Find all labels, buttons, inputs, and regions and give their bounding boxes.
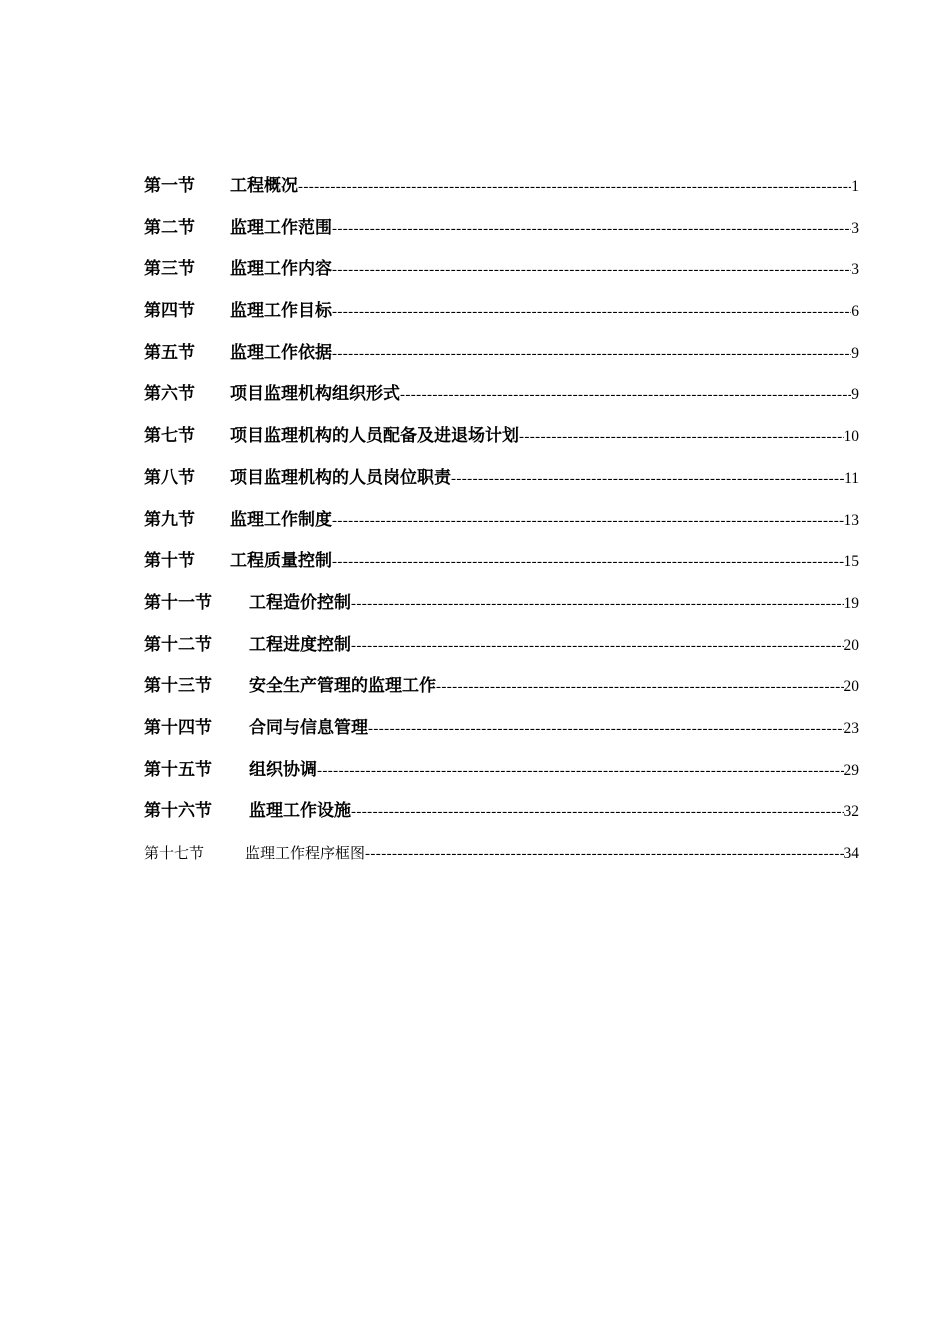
toc-section-title: 项目监理机构的人员配备及进退场计划 — [230, 426, 519, 447]
toc-section-number: 第一节 — [144, 176, 195, 196]
toc-section-number: 第四节 — [144, 301, 195, 322]
toc-section-number: 第十节 — [144, 551, 195, 572]
toc-page-number: 6 — [851, 303, 859, 321]
toc-dot-leader — [332, 209, 851, 251]
toc-section-title: 合同与信息管理 — [249, 717, 368, 738]
toc-section-number: 第十七节 — [144, 844, 205, 862]
toc-section-number: 第十四节 — [144, 717, 212, 738]
toc-section-title: 项目监理机构组织形式 — [230, 384, 400, 405]
toc-dot-leader — [400, 375, 851, 417]
toc-section-title: 组织协调 — [249, 759, 317, 780]
toc-page-number: 9 — [851, 386, 859, 404]
toc-section-title: 工程进度控制 — [249, 634, 351, 655]
toc-dot-leader — [332, 542, 844, 584]
toc-page-number: 32 — [843, 803, 859, 821]
toc-entry[interactable] — [144, 666, 859, 708]
toc-section-number: 第十二节 — [144, 634, 212, 655]
toc-section-number: 第十一节 — [144, 592, 212, 613]
toc-page-number: 29 — [843, 761, 859, 779]
toc-dot-leader — [519, 417, 844, 459]
toc-entry[interactable] — [144, 166, 859, 208]
toc-page-number: 3 — [851, 261, 859, 279]
toc-section-title: 工程概况 — [230, 176, 298, 196]
toc-entry[interactable] — [144, 791, 859, 833]
toc-entry[interactable] — [144, 833, 859, 875]
toc-page-number: 20 — [843, 636, 859, 654]
toc-dot-leader — [365, 834, 843, 876]
toc-section-title: 项目监理机构的人员岗位职责 — [230, 467, 451, 488]
toc-section-title: 安全生产管理的监理工作 — [249, 676, 436, 697]
toc-dot-leader — [298, 167, 851, 209]
toc-page-number: 34 — [843, 845, 859, 862]
toc-section-title: 工程造价控制 — [249, 592, 351, 613]
toc-dot-leader — [351, 792, 844, 834]
toc-page-number: 15 — [843, 553, 859, 571]
toc-section-number: 第二节 — [144, 217, 195, 238]
toc-entry[interactable] — [144, 458, 859, 500]
toc-page-number: 13 — [843, 511, 859, 529]
toc-section-title: 监理工作程序框图 — [245, 844, 366, 862]
toc-entry[interactable] — [144, 291, 859, 333]
toc-entry[interactable] — [144, 708, 859, 750]
toc-entry[interactable] — [144, 583, 859, 625]
toc-section-title: 工程质量控制 — [230, 551, 332, 572]
toc-entry[interactable] — [144, 500, 859, 542]
toc-section-title: 监理工作范围 — [230, 217, 332, 238]
table-of-contents — [144, 166, 859, 875]
toc-section-number: 第七节 — [144, 426, 195, 447]
toc-dot-leader — [332, 292, 851, 334]
toc-section-title: 监理工作依据 — [230, 342, 332, 363]
toc-entry[interactable] — [144, 208, 859, 250]
toc-page-number: 10 — [843, 428, 859, 446]
toc-page-number: 9 — [851, 344, 859, 362]
toc-page-number: 11 — [844, 469, 859, 487]
toc-page-number: 23 — [843, 719, 859, 737]
toc-entry[interactable] — [144, 541, 859, 583]
toc-dot-leader — [368, 709, 844, 751]
toc-entry[interactable] — [144, 416, 859, 458]
toc-dot-leader — [332, 334, 851, 376]
toc-section-number: 第十五节 — [144, 759, 212, 780]
toc-page-number: 1 — [851, 178, 859, 195]
toc-section-number: 第十三节 — [144, 676, 212, 697]
toc-dot-leader — [451, 459, 844, 501]
toc-dot-leader — [351, 626, 844, 668]
toc-section-number: 第八节 — [144, 467, 195, 488]
toc-dot-leader — [436, 667, 844, 709]
toc-section-title: 监理工作目标 — [230, 301, 332, 322]
toc-section-number: 第九节 — [144, 509, 195, 530]
toc-dot-leader — [317, 751, 844, 793]
toc-dot-leader — [332, 501, 844, 543]
toc-section-number: 第十六节 — [144, 801, 212, 822]
toc-page-number: 20 — [843, 678, 859, 696]
toc-section-number: 第六节 — [144, 384, 195, 405]
toc-entry[interactable] — [144, 249, 859, 291]
toc-dot-leader — [351, 584, 844, 626]
toc-page-number: 3 — [851, 219, 859, 237]
toc-entry[interactable] — [144, 374, 859, 416]
toc-dot-leader — [332, 250, 851, 292]
toc-section-number: 第三节 — [144, 259, 195, 280]
toc-section-title: 监理工作内容 — [230, 259, 332, 280]
toc-section-title: 监理工作设施 — [249, 801, 351, 822]
toc-entry[interactable] — [144, 333, 859, 375]
toc-entry[interactable] — [144, 625, 859, 667]
toc-entry[interactable] — [144, 750, 859, 792]
toc-page-number: 19 — [843, 594, 859, 612]
toc-section-title: 监理工作制度 — [230, 509, 332, 530]
toc-section-number: 第五节 — [144, 342, 195, 363]
